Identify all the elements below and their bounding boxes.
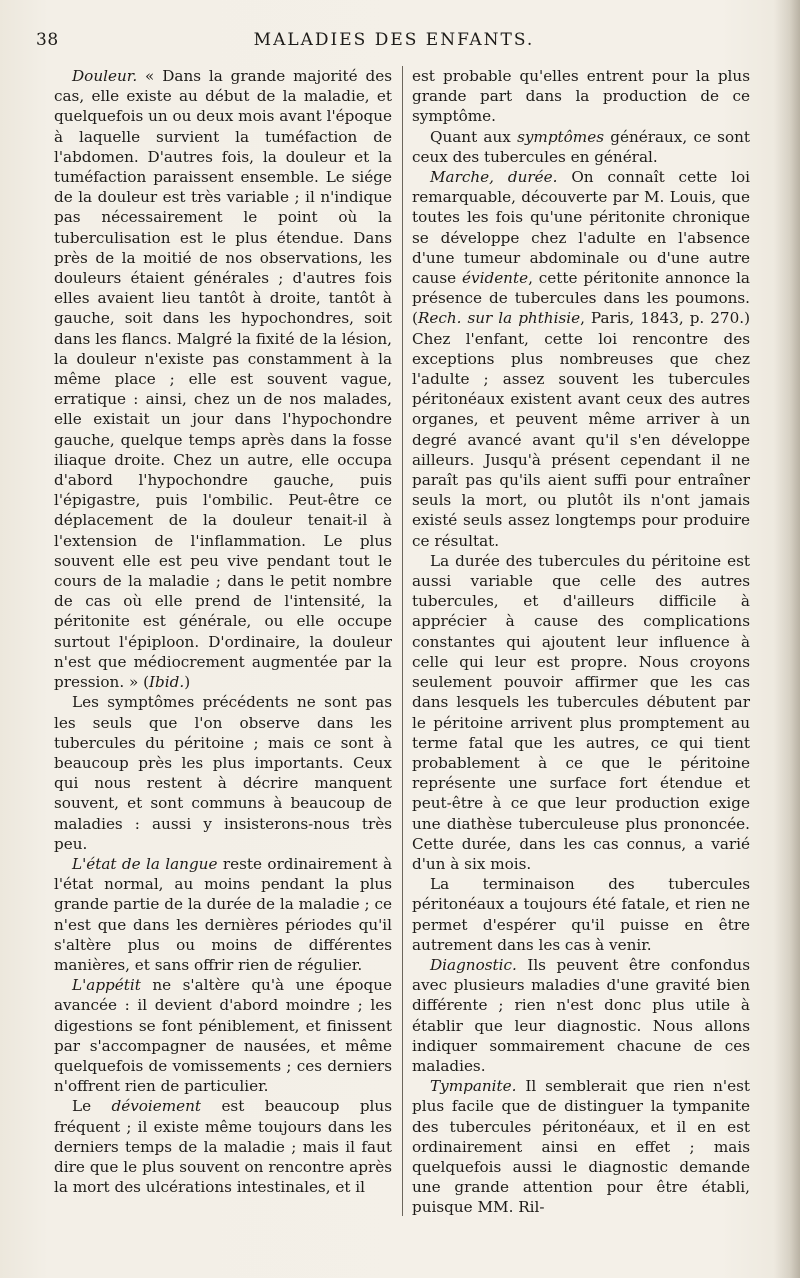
text-run: ne s'altère qu'à une époque avancée : il devient d'abord moindre ; les digestions se font péniblement, et finissent par s'accompagner de nausées, et même quelquefois de vomissements ; ces derniers n'offrent rien de particulier. — [54, 976, 392, 1096]
text-run: La terminaison des tubercules péritonéaux a toujours été fatale, et rien ne permet d'espérer qu'il puisse en être autrement dans les cas à venir. — [412, 875, 750, 954]
paragraph — [54, 1096, 392, 1197]
italic-text-run: symptômes — [517, 127, 604, 146]
paragraph — [54, 692, 392, 854]
paragraph — [412, 874, 750, 955]
text-run: « Dans la grande majorité des cas, elle existe au début de la maladie, et quelquefois un ou deux mois avant l'époque à laquelle survient la tuméfaction de l'abdomen. D'autres fois, la douleur et la tuméfaction paraissent ensemble. Le siége de la douleur est très variable ; il n'indique pas nécessairement le point où la tuberculisation est le plus étendue. Dans près de la moitié de nos observations, les douleurs étaient générales ; d'autres fois elles avaient lieu tantôt à droite, tantôt à gauche, soit dans les hypochondres, soit dans les flancs. Malgré la fixité de la lésion, la douleur n'existe pas constamment à la même place ; elle est souvent vague, erratique : ainsi, chez un de nos malades, elle existait un jour dans l'hypochondre gauche, quelque temps après dans la fosse iliaque droite. Chez un autre, elle occupa d'abord l'hypochondre gauche, puis l'épigastre, puis l'ombilic. Peut-être ce déplacement de la douleur tenait-il à l'extension de l'inflammation. Le plus souvent elle est peu vive pendant tout le cours de la maladie ; dans le petit nombre de cas où elle prend de l'intensité, la péritonite est générale, ou elle occupe surtout l'épiploon. D'ordinaire, la douleur n'est que médiocrement augmentée par la pression. » ( — [54, 67, 392, 692]
text-run: , Paris, 1843, p. 270.) Chez l'enfant, cette loi rencontre des exceptions plus nombreuses que chez l'adulte ; assez souvent les tubercules péritonéaux existent avant ceux des autres organes, et peuvent même arriver à un degré avancé avant qu'il s'en développe ailleurs. Jusqu'à présent cependant il ne paraît pas qu'ils aient suffi pour entraîner seuls la mort, ou plutôt ils n'ont jamais existé seuls assez longtemps pour produire ce résultat. — [412, 309, 750, 550]
italic-text-run: Ibid. — [149, 673, 185, 692]
text-run: Les symptômes précédents ne sont pas les seuls que l'on observe dans les tubercules du péritoine ; mais ce sont à beaucoup près les plus importants. Ceux qui nous restent à décrire manquent souvent, et sont communs à beaucoup de maladies : aussi y insisterons-nous très peu. — [54, 693, 392, 853]
italic-text-run: évidente — [462, 269, 529, 288]
italic-text-run: Rech. sur la phthisie — [417, 309, 581, 328]
text-run: Ils peuvent être confondus avec plusieurs maladies d'une gravité bien différente ; rien n'est donc plus utile à établir que leur diagnostic. Nous allons indiquer sommairement chacune de ces maladies. — [412, 955, 750, 1075]
paragraph — [54, 975, 392, 1096]
running-title: MALADIES DES ENFANTS. — [253, 30, 535, 50]
right-column — [412, 66, 750, 1218]
italic-text-run: Marche, durée. — [430, 168, 558, 187]
paragraph — [412, 66, 750, 127]
text-run: Il semblerait que rien n'est plus facile que de distinguer la tympanite des tubercules péritonéaux, et il en est ordinairement ainsi en effet ; mais quelquefois aussi le diagnostic demande une grande attention pour être établi, puisque MM. Ril- — [412, 1077, 750, 1217]
text-run: On connaît cette loi remarquable, découverte par M. Louis, que toutes les fois qu'une péritonite chronique se développe chez l'adulte en l'absence d'une tumeur abdominale ou d'une autre cause — [412, 168, 750, 288]
italic-text-run: L'appétit — [72, 976, 141, 995]
left-column — [54, 66, 392, 1197]
paragraph — [412, 955, 750, 1076]
page-number: 38 — [36, 30, 59, 50]
italic-text-run: Douleur. — [72, 67, 138, 85]
paragraph — [54, 66, 392, 692]
text-run: , cette péritonite annonce la présence de tubercules dans les poumons. ( — [412, 269, 750, 328]
paragraph — [412, 167, 750, 551]
text-run: La durée des tubercules du péritoine est aussi variable que celle des autres tubercules, et d'ailleurs difficile à apprécier à cause des complications constantes qui ajoutent leur influence à celle qui leur est propre. Nous croyons seulement pouvoir affirmer que les cas dans lesquels les tubercules débutent par le péritoine arrivent plus promptement au terme fatal que les autres, ce qui tient probablement à ce que le péritoine représente une surface fort étendue et peut-être à ce que leur production exige une diathèse tuberculeuse plus prononcée. Cette durée, dans les cas connus, a varié d'un à six mois. — [412, 551, 750, 873]
paragraph — [412, 551, 750, 874]
italic-text-run: dévoiement — [111, 1097, 202, 1116]
page-header — [36, 30, 752, 58]
text-run: Le — [72, 1097, 112, 1116]
text-run: généraux, ce sont ceux des tubercules en général. — [412, 127, 750, 166]
text-run: reste ordinairement à l'état normal, au moins pendant la plus grande partie de la durée de la maladie ; ce n'est que dans les dernières périodes qu'il s'altère plus ou moins de différentes manières, et sans offrir rien de régulier. — [54, 854, 392, 974]
italic-text-run: Tympanite. — [430, 1077, 517, 1096]
italic-text-run: L'état de la langue — [72, 854, 218, 873]
paragraph — [412, 127, 750, 167]
paragraph — [54, 854, 392, 975]
text-run: Quant aux — [430, 127, 518, 146]
page-edge-shadow — [774, 0, 800, 1278]
italic-text-run: Diagnostic. — [430, 955, 517, 974]
text-run: est probable qu'elles entrent pour la plus grande part dans la production de ce symptôme. — [412, 67, 750, 126]
text-run: est beaucoup plus fréquent ; il existe même toujours dans les derniers temps de la maladie ; mais il faut dire que le plus souvent on rencontre après la mort des ulcérations intestinales, et il — [54, 1097, 392, 1197]
paragraph — [412, 1076, 750, 1217]
text-run: ) — [184, 673, 191, 692]
column-divider — [402, 66, 403, 1216]
